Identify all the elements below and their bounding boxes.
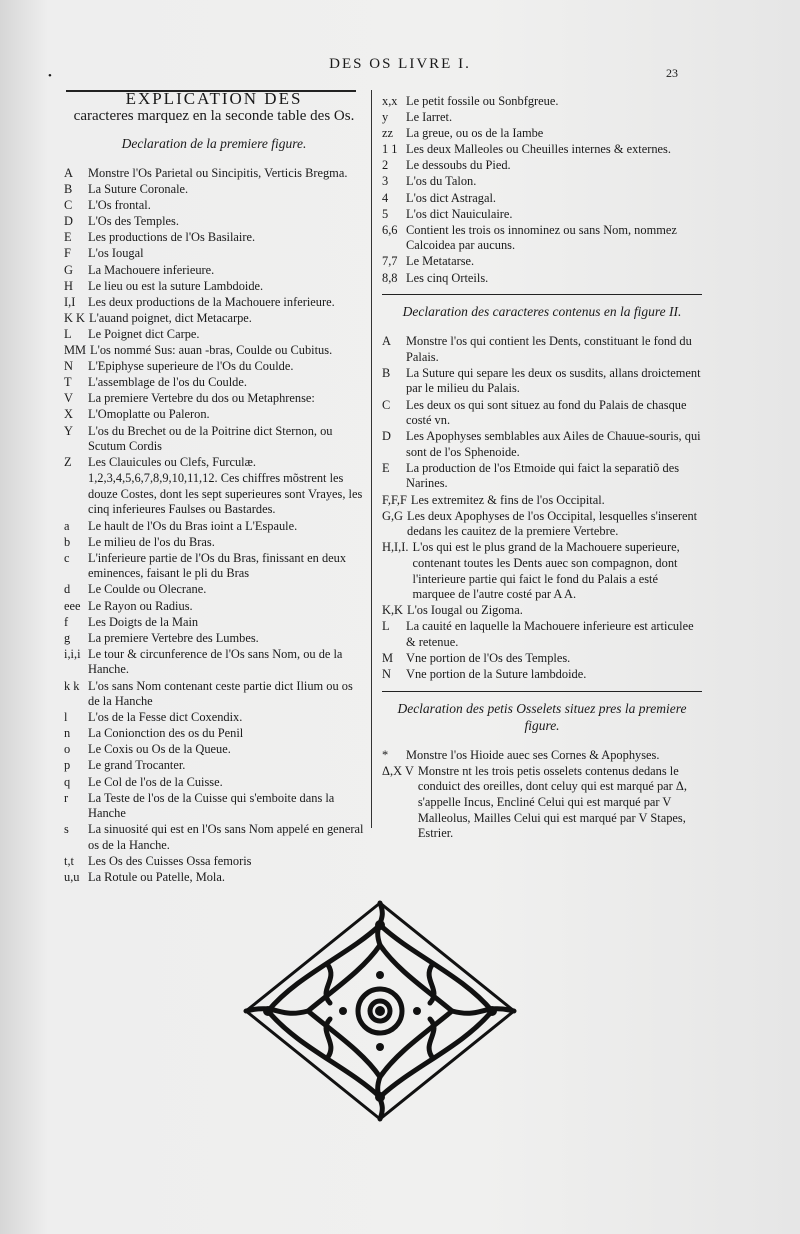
item-label: 1 1 [382,142,398,157]
item-text: Le grand Trocanter. [88,758,186,773]
item-label: E [382,460,390,475]
list-item [64,424,364,455]
printer-fleuron-ornament [238,895,522,1127]
item-label: A [382,334,391,349]
item-label: f [64,614,69,629]
list-item [382,619,702,650]
list-item [64,359,364,375]
item-label: a [64,518,70,533]
item-label: MM [64,343,87,358]
item-text: L'os sans Nom contenant ceste partie dict Ilium ou os de la Hanche [88,678,353,709]
item-label: N [382,667,391,682]
item-text: Les deux Malleoles ou Cheuilles internes & externes. [406,142,671,157]
page-number: 23 [666,66,678,80]
item-text: Les deux os qui sont situez au fond du Palais de chasque costé vn. [406,397,687,428]
item-label: l [64,710,68,725]
item-label: o [64,742,71,757]
list-item [382,158,702,174]
item-text: Le Col de l'os de la Cuisse. [88,774,223,789]
list-item [64,822,364,853]
list-item [382,764,702,842]
item-label: k k [64,678,80,693]
first-figure-list [64,166,364,886]
list-item [64,599,364,615]
item-text: L'os qui est le plus grand de la Machouere superieure, contenant toutes les Dents auec son compagnon, dont l'interieure partie qui faict le fond du Palais a esté marquee de l'autre costé par A A. [412,540,680,602]
item-label: Δ,X V [382,763,414,778]
item-label: H [64,278,73,293]
item-text: L'Epiphyse superieure de l'Os du Coulde. [88,359,294,374]
item-text: Le Iarret. [406,110,453,125]
list-item [64,519,364,535]
item-label: 6,6 [382,222,398,237]
item-label: Y [64,423,73,438]
item-label: I,I [64,294,76,309]
item-label: B [64,182,73,197]
list-item [64,791,364,822]
list-item [64,726,364,742]
figure-two-list [382,334,702,683]
item-text: La Suture Coronale. [88,182,189,197]
section-title-ossicles: Declaration des petis Osselets situez pres la premiere figure. [397,700,687,733]
left-column [64,89,364,886]
list-item [64,870,364,886]
item-label: A [64,166,73,180]
list-item [382,191,702,207]
item-text: La premiere Vertebre des Lumbes. [88,630,259,645]
ossicles-list [382,748,702,842]
item-text: L'os Iougal [88,246,144,261]
item-label: G,G [382,508,403,523]
item-text: Le hault de l'Os du Bras ioint a L'Espaule. [88,518,298,533]
list-item [64,279,364,295]
list-item [382,223,702,254]
item-label: zz [382,126,393,141]
item-text: Le Coulde ou Olecrane. [88,582,207,597]
item-label: C [64,198,73,213]
list-item [382,651,702,667]
list-item [382,429,702,460]
item-text: Les cinq Orteils. [406,270,489,285]
list-item [64,631,364,647]
list-item [382,126,702,142]
item-text: Vne portion de l'Os des Temples. [406,651,571,665]
item-label: D [382,429,391,444]
list-item [382,110,702,126]
list-item [64,455,364,471]
item-text: Les Apophyses semblables aux Ailes de Chauue-souris, qui sont de l'os Sphenoide. [406,429,701,459]
item-text: L'inferieure partie de l'Os du Bras, finissant en deux eminences, faisant le pli du Bras [88,550,347,581]
item-text: Les Os des Cuisses Ossa femoris [88,854,252,869]
item-label: u,u [64,870,80,885]
item-text: Les deux productions de la Machouere inferieure. [88,294,335,309]
title-main: EXPLICATION DES [125,89,303,108]
item-label: d [64,582,71,597]
section-title-first-figure: Declaration de la premiere figure. [121,136,307,151]
item-text: Vne portion de la Suture lambdoide. [406,667,587,682]
right-column [382,94,702,842]
list-item [64,742,364,758]
item-text: Monstre l'os Hioide auec ses Cornes & Apophyses. [406,747,660,762]
title-block [64,90,364,125]
list-item [64,758,364,774]
list-item [64,375,364,391]
item-label: x,x [382,94,398,108]
running-head: DES OS LIVRE I. [329,56,471,72]
item-label: L [64,326,72,341]
item-text: L'auand poignet, dict Metacarpe. [89,310,252,325]
item-text: L'Omoplatte ou Paleron. [88,407,210,422]
item-label: N [64,359,73,374]
list-item [382,334,702,365]
list-item [64,246,364,262]
item-label: C [382,397,391,412]
item-text: La cauité en laquelle la Machouere inferieure est articulee & retenue. [406,619,694,649]
item-label: n [64,726,71,741]
item-label: K K [64,310,85,325]
list-item [64,407,364,423]
list-item [64,471,364,518]
item-label: b [64,534,71,549]
list-item [382,366,702,397]
list-item [382,540,702,602]
section-rule [382,294,702,295]
item-text: Le Coxis ou Os de la Queue. [88,742,231,757]
item-text: La Conionction des os du Penil [88,726,244,741]
item-text: La production de l'os Etmoide qui faict la separatiõ des Narines. [406,460,680,491]
item-text: La greue, ou os de la Iambe [406,126,544,141]
item-text: L'assemblage de l'os du Coulde. [88,375,247,390]
list-item [64,775,364,791]
item-label: y [382,110,389,125]
item-text: L'os du Talon. [406,174,477,189]
item-text: La Teste de l'os de la Cuisse qui s'emboite dans la Hanche [88,790,335,821]
item-text: 1,2,3,4,5,6,7,8,9,10,11,12. Ces chiffres mõstrent les douze Costes, dont les sept superieures sont Vrayes, les cinq inferieures Faulses ou Bastardes. [88,471,363,517]
list-item [64,551,364,582]
item-label: K,K [382,603,403,618]
list-item [382,603,702,619]
list-item [382,174,702,190]
item-text: Le milieu de l'os du Bras. [88,534,215,549]
item-text: Le Poignet dict Carpe. [88,326,200,341]
item-label: t,t [64,854,74,869]
section-rule [382,691,702,692]
item-label: 7,7 [382,254,398,269]
item-label: i,i,i [64,646,81,661]
item-text: La sinuosité qui est en l'Os sans Nom appelé en general os de la Hanche. [88,822,364,852]
item-label: M [382,651,394,665]
item-text: L'Os frontal. [88,198,151,213]
item-label: p [64,758,71,773]
item-text: La Machouere inferieure. [88,262,215,277]
item-label: G [64,262,73,277]
list-item [64,710,364,726]
list-item [64,230,364,246]
item-label: D [64,214,73,229]
item-text: Les extremitez & fins de l'os Occipital. [410,492,605,507]
item-text: Le Rayon ou Radius. [88,598,193,613]
first-figure-list-continued [382,94,702,286]
list-item [382,748,702,764]
item-label: r [64,790,69,805]
list-item [64,582,364,598]
item-label: V [64,391,73,406]
item-text: Monstre nt les trois petis osselets contenus dedans le conduict des oreilles, dont celuy qui est marqué par Δ, s'appelle Incus, Encliné Celui qui est marqué par V Malleolus, Mailles Celui qui est marqué par V Stapes, Estrier. [417,763,687,841]
list-item [382,142,702,158]
item-text: Le Metatarse. [406,254,475,269]
item-text: La premiere Vertebre du dos ou Metaphrense: [88,391,315,406]
item-text: Le lieu ou est la suture Lambdoide. [88,278,264,293]
item-text: Le dessoubs du Pied. [406,158,511,173]
item-text: L'os Iougal ou Zigoma. [407,603,523,618]
corner-mark: • [48,70,52,82]
list-item [382,509,702,540]
column-divider [371,90,372,828]
list-item [64,647,364,678]
item-text: L'Os des Temples. [88,214,179,229]
list-item [64,679,364,710]
list-item [382,398,702,429]
list-item [64,295,364,311]
list-item [382,667,702,683]
item-label: B [382,365,391,380]
title-sub: caracteres marquez en la seconde table des Os. [73,108,355,124]
item-label: c [64,550,70,565]
list-item [64,214,364,230]
item-label: F,F,F [382,492,407,507]
item-label: F [64,246,71,261]
list-item [382,254,702,270]
item-label: eee [64,598,81,613]
item-text: Monstre l'os qui contient les Dents, constituant le fond du Palais. [406,334,692,364]
list-item [64,391,364,407]
item-label: Z [64,455,72,470]
list-item [64,327,364,343]
list-item [64,263,364,279]
list-item [64,182,364,198]
item-text: La Rotule ou Patelle, Mola. [88,870,225,885]
item-label: 8,8 [382,270,398,285]
list-item [64,615,364,631]
item-label: T [64,375,72,390]
item-label: 4 [382,190,389,205]
item-label: X [64,407,73,422]
list-item [64,166,364,182]
item-label: q [64,774,71,789]
list-item [382,94,702,110]
item-label: g [64,630,71,645]
item-label: 2 [382,158,389,173]
item-text: L'os dict Astragal. [406,190,496,205]
item-text: Les Clauicules ou Clefs, Furculæ. [88,455,256,470]
list-item [382,207,702,223]
list-item [64,311,364,327]
item-text: Monstre l'Os Parietal ou Sincipitis, Verticis Bregma. [88,166,348,180]
list-item [64,854,364,870]
item-label: 3 [382,174,389,189]
item-text: Contient les trois os innominez ou sans Nom, nommez Calcoidea par aucuns. [406,222,677,253]
item-text: L'os du Brechet ou de la Poitrine dict Sternon, ou Scutum Cordis [88,423,333,454]
section-title-figure-two: Declaration des caracteres contenus en la figure II. [402,304,682,320]
list-item [64,198,364,214]
item-text: L'os de la Fesse dict Coxendix. [88,710,243,725]
list-item [382,493,702,509]
item-label: s [64,822,69,837]
item-label: H,I,I. [382,540,409,555]
item-text: Les deux Apophyses de l'os Occipital, lesquelles s'inserent dedans les cauitez de la premiere Vertebre. [407,508,698,539]
list-item [64,343,364,359]
item-text: Les Doigts de la Main [88,614,199,629]
item-text: La Suture qui separe les deux os susdits, allans droictement par le milieu du Palais. [406,365,701,396]
item-label: 5 [382,206,389,221]
list-item [382,461,702,492]
list-item [64,535,364,551]
item-text: Le tour & circunference de l'Os sans Nom, ou de la Hanche. [88,646,343,677]
item-text: Le petit fossile ou Sonbfgreue. [406,94,559,108]
item-text: L'os dict Nauiculaire. [406,206,513,221]
item-label: L [382,619,390,634]
item-label: E [64,230,72,245]
item-label: * [382,747,389,762]
item-text: L'os nommé Sus: auan -bras, Coulde ou Cubitus. [90,343,333,358]
list-item [382,271,702,287]
item-text: Les productions de l'Os Basilaire. [88,230,256,245]
